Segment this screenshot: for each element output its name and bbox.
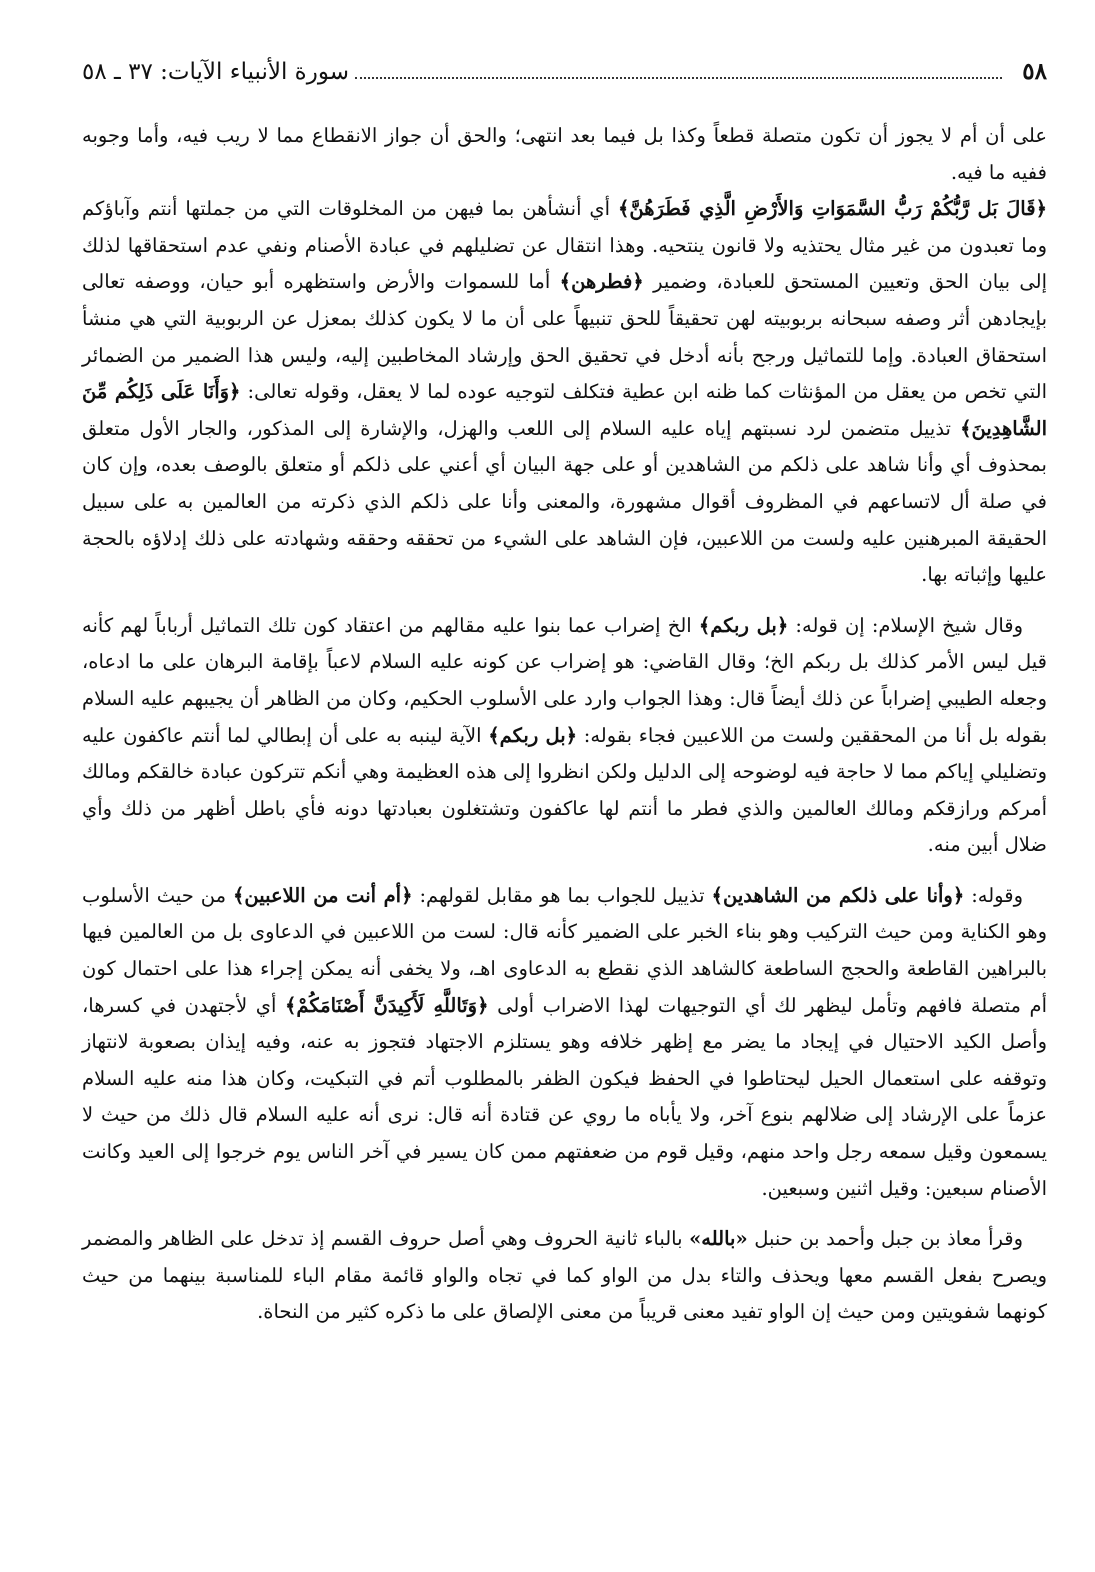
quran-quote: ﴿قَالَ بَل رَّبُّكُمْ رَبُّ السَّمَوَاتِ وَالأَرْضِ الَّذِي فَطَرَهُنَّ﴾	[617, 197, 1047, 221]
text-segment: من حيث الأسلوب وهو الكناية ومن حيث التركيب وهو بناء الخبر على الضمير كأنه قال: لست من اللاعبين في الدعاوى بل من العالمين فيها بالبراهين القاطعة والحجج الساطعة كالشاهد الذي نقطع به الدعاوى اهـ، ولا يخفى أنه يمكن إجراء هذا على احتمال كون أم متصلة فافهم وتأمل ليظهر لك أي التوجيهات لهذا الاضراب أولى	[82, 883, 1047, 1017]
page-header	[82, 58, 1047, 98]
paragraph	[82, 191, 1047, 594]
quran-quote: ﴿وَتَاللَّهِ لَأَكِيدَنَّ أَصْنَامَكُمْ﴾	[284, 993, 489, 1017]
text-segment: وقال شيخ الإسلام: إن قوله:	[788, 613, 1024, 637]
text-segment: وقرأ معاذ بن جبل وأحمد بن حنبل	[747, 1227, 1023, 1251]
text-segment: أي أنشأهن بما فيهن من المخلوقات التي من جملتها أنتم وآباؤكم وما تعبدون من غير مثال يحتذيه ولا قانون ينتحيه. وهذا انتقال عن تضليلهم في عبادة الأصنام ونفي عدم استحقاقها لذلك إلى بيان الحق وتعيين المستحق للعبادة، وضمير	[82, 197, 1047, 294]
text-segment: الخ إضراب عما بنوا عليه مقالهم من اعتقاد كون تلك التماثيل أرباباً لهم كأنه قيل ليس الأمر كذلك بل ربكم الخ؛ وقال القاضي: هو إضراب عن كونه عليه السلام لاعباً بإقامة البرهان على ما ادعاه، وجعله الطيبي إضراباً عن ذلك أيضاً قال: وهذا الجواب وارد على الأسلوب الحكيم، وكان من الظاهر أن يجيبهم عليه السلام بقوله بل أنا من المحققين ولست من اللاعبين فجاء بقوله:	[82, 613, 1047, 747]
text-segment: تذييل متضمن لرد نسبتهم إياه عليه السلام إلى اللعب والهزل، والإشارة إلى المذكور، والجار الأول متعلق بمحذوف أي وأنا شاهد على ذلكم من الشاهدين أو على جهة البيان أي أعني على ذلكم أو متعلق بالوصف بعده، وإن كان في صلة أل لاتساعهم في المظروف أقوال مشهورة، والمعنى وأنا على ذلكم الذي ذكرته من العالمين به على سبيل الحقيقة المبرهنين عليه ولست من اللاعبين، فإن الشاهد على الشيء من تحققه وحققه وشهادته على ذلك إدلاؤه بالحجة عليها وإثباته بها.	[82, 416, 1047, 587]
running-title: سورة الأنبياء الآيات: ٣٧ ـ ٥٨	[82, 59, 349, 85]
text-segment: وقوله:	[964, 883, 1023, 907]
quran-quote: ﴿بل ربكم﴾	[698, 613, 789, 637]
quran-quote: ﴿أم أنت من اللاعبين﴾	[233, 883, 413, 907]
dotted-leader	[355, 61, 1002, 79]
paragraph	[82, 608, 1047, 864]
quran-quote: «بالله»	[689, 1227, 748, 1251]
page-number: ٥٨	[1022, 58, 1047, 85]
text-segment: أما للسموات والأرض واستظهره أبو حيان، ووصفه تعالى بإيجادهن أثر وصفه سبحانه بربوبيته لهن تحقيقاً للحق تنبيهاً على أن ما لا يكون كذلك بمعزل عن الربوبية التي هي منشأ استحقاق العبادة. وإما للتماثيل ورجح بأنه أدخل في تحقيق الحق وإرشاد المخاطبين إليه، وليس هذا الضمير من الضمائر التي تخص من يعقل من المؤنثات كما ظنه ابن عطية فتكلف لتوجيه عوده لما لا يعقل، وقوله تعالى:	[82, 270, 1048, 404]
text-segment: بالباء ثانية الحروف وهي أصل حروف القسم إذ تدخل على الظاهر والمضمر ويصرح بفعل القسم معها ويحذف والتاء بدل من الواو كما في تجاه والواو قائمة مقام الباء للمناسبة بينهما من حيث كونهما شفويتين ومن حيث إن الواو تفيد معنى قريباً من معنى الإلصاق على ما ذكره كثير من النحاة.	[82, 1227, 1047, 1324]
quran-quote: ﴿بل ربكم﴾	[488, 723, 578, 747]
book-page	[82, 58, 1047, 1331]
quran-quote: ﴿وأنا على ذلكم من الشاهدين﴾	[711, 883, 965, 907]
text-segment: على أن أم لا يجوز أن تكون متصلة قطعاً وكذا بل فيما بعد انتهى؛ والحق أن جواز الانقطاع مما لا ريب فيه، وأما وجوبه ففيه ما فيه.	[82, 124, 1047, 184]
paragraph	[82, 878, 1047, 1207]
text-segment: أي لأجتهدن في كسرها، وأصل الكيد الاحتيال في إيجاد ما يضر مع إظهر خلافه وهو يستلزم الاجتهاد فتجوز به عنه، وفيه إيذان بصعوبة لانتهاز وتوقفه على استعمال الحيل ليحتاطوا في الحفظ فيكون الظفر بالمطلوب أتم في التبكيت، وكان هذا منه عليه السلام عزماً على الإرشاد إلى ضلالهم بنوع آخر، ولا يأباه ما روي عن قتادة أنه قال: نرى أنه عليه السلام قال ذلك من حيث لا يسمعون وقيل سمعه رجل واحد منهم، وقيل قوم من ضعفتهم ممن كان يسير في آخر الناس يوم خرجوا إلى العيد وكانت الأصنام سبعين: وقيل اثنين وسبعين.	[82, 993, 1047, 1200]
body-text	[82, 118, 1047, 1331]
text-segment: الآية لينبه به على أن إبطالي لما أنتم عاكفون عليه وتضليلي إياكم مما لا حاجة فيه لوضوحه إلى الدليل ولكن انظروا إلى هذه العظيمة وهي أنكم تتركون عبادة خالقكم ومالك أمركم ورازقكم ومالك العالمين والذي فطر ما أنتم لها عاكفون وتشتغلون بعبادتها دونه فأي باطل أظهر من ذلك وأي ضلال أبين منه.	[82, 723, 1047, 857]
quran-quote: ﴿فطرهن﴾	[559, 270, 644, 294]
paragraph	[82, 1221, 1047, 1331]
text-segment: تذييل للجواب بما هو مقابل لقولهم:	[412, 883, 712, 907]
quran-quote: ﴿وَأَنَا عَلَى ذَلِكُم مِّنَ الشَّاهِدِينَ﴾	[82, 380, 1047, 440]
paragraph	[82, 118, 1047, 191]
